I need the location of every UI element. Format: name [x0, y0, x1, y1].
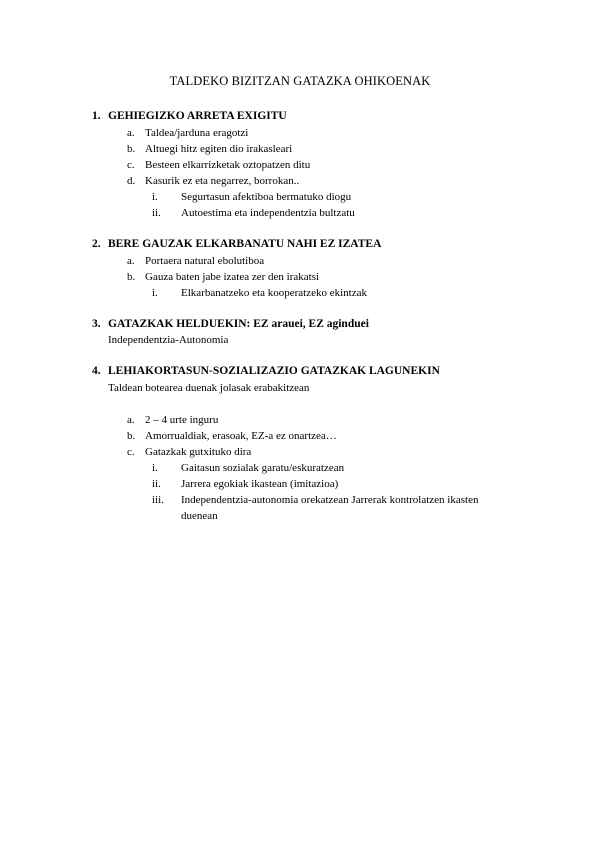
section-2-heading: [92, 238, 381, 250]
list-text: Independentzia-autonomia orekatzean Jarrerak kontrolatzen ikasten: [181, 494, 479, 506]
list-marker: i.: [152, 462, 158, 474]
list-marker: i.: [152, 191, 158, 203]
list-marker: c.: [127, 159, 135, 171]
list-text: Amorrualdiak, erasoak, EZ-a ez onartzea…: [145, 430, 337, 442]
section-note: Taldean botearea duenak jolasak erabakitzean: [108, 382, 310, 394]
section-1-heading: [92, 110, 287, 122]
section-number: 1.: [92, 110, 101, 122]
section-4-heading: [92, 365, 440, 377]
list-text: Elkarbanatzeko eta kooperatzeko ekintzak: [181, 287, 367, 299]
page-title: TALDEKO BIZITZAN GATAZKA OHIKOENAK: [169, 74, 431, 88]
list-text: Gaitasun sozialak garatu/eskuratzean: [181, 462, 345, 474]
section-number: 3.: [92, 318, 101, 330]
list-text: Segurtasun afektiboa bermatuko diogu: [181, 191, 352, 203]
list-text: Portaera natural ebolutiboa: [145, 255, 265, 267]
list-marker: ii.: [152, 478, 161, 490]
list-text: Gauza baten jabe izatea zer den irakatsi: [145, 271, 320, 283]
list-marker: i.: [152, 287, 158, 299]
list-marker: b.: [127, 143, 136, 155]
list-text: Besteen elkarrizketak oztopatzen ditu: [145, 159, 311, 171]
section-note: Independentzia-Autonomia: [108, 334, 229, 346]
list-text: duenean: [181, 510, 218, 522]
list-text: Gatazkak gutxituko dira: [145, 446, 252, 458]
list-marker: a.: [127, 255, 135, 267]
list-marker: d.: [127, 175, 136, 187]
list-text: Altuegi hitz egiten dio irakasleari: [145, 143, 293, 155]
list-text: Kasurik ez eta negarrez, borrokan..: [145, 175, 300, 187]
list-marker: ii.: [152, 207, 161, 219]
list-marker: c.: [127, 446, 135, 458]
list-text: Taldea/jarduna eragotzi: [145, 127, 249, 139]
list-text: Autoestima eta independentzia bultzatu: [181, 207, 355, 219]
list-marker: a.: [127, 414, 135, 426]
list-marker: iii.: [152, 494, 164, 506]
list-marker: a.: [127, 127, 135, 139]
list-text: Jarrera egokiak ikastean (imitazioa): [181, 478, 339, 490]
section-title: GEHIEGIZKO ARRETA EXIGITU: [108, 110, 287, 122]
list-marker: b.: [127, 430, 136, 442]
section-title: BERE GAUZAK ELKARBANATU NAHI EZ IZATEA: [108, 238, 382, 250]
section-number: 4.: [92, 365, 101, 377]
section-title: GATAZKAK HELDUEKIN: EZ arauei, EZ aginduei: [108, 318, 369, 330]
section-title: LEHIAKORTASUN-SOZIALIZAZIO GATAZKAK LAGUNEKIN: [108, 365, 440, 377]
section-number: 2.: [92, 238, 101, 250]
list-text: 2 – 4 urte inguru: [145, 414, 219, 426]
section-3-heading: [92, 318, 369, 330]
list-marker: b.: [127, 271, 136, 283]
